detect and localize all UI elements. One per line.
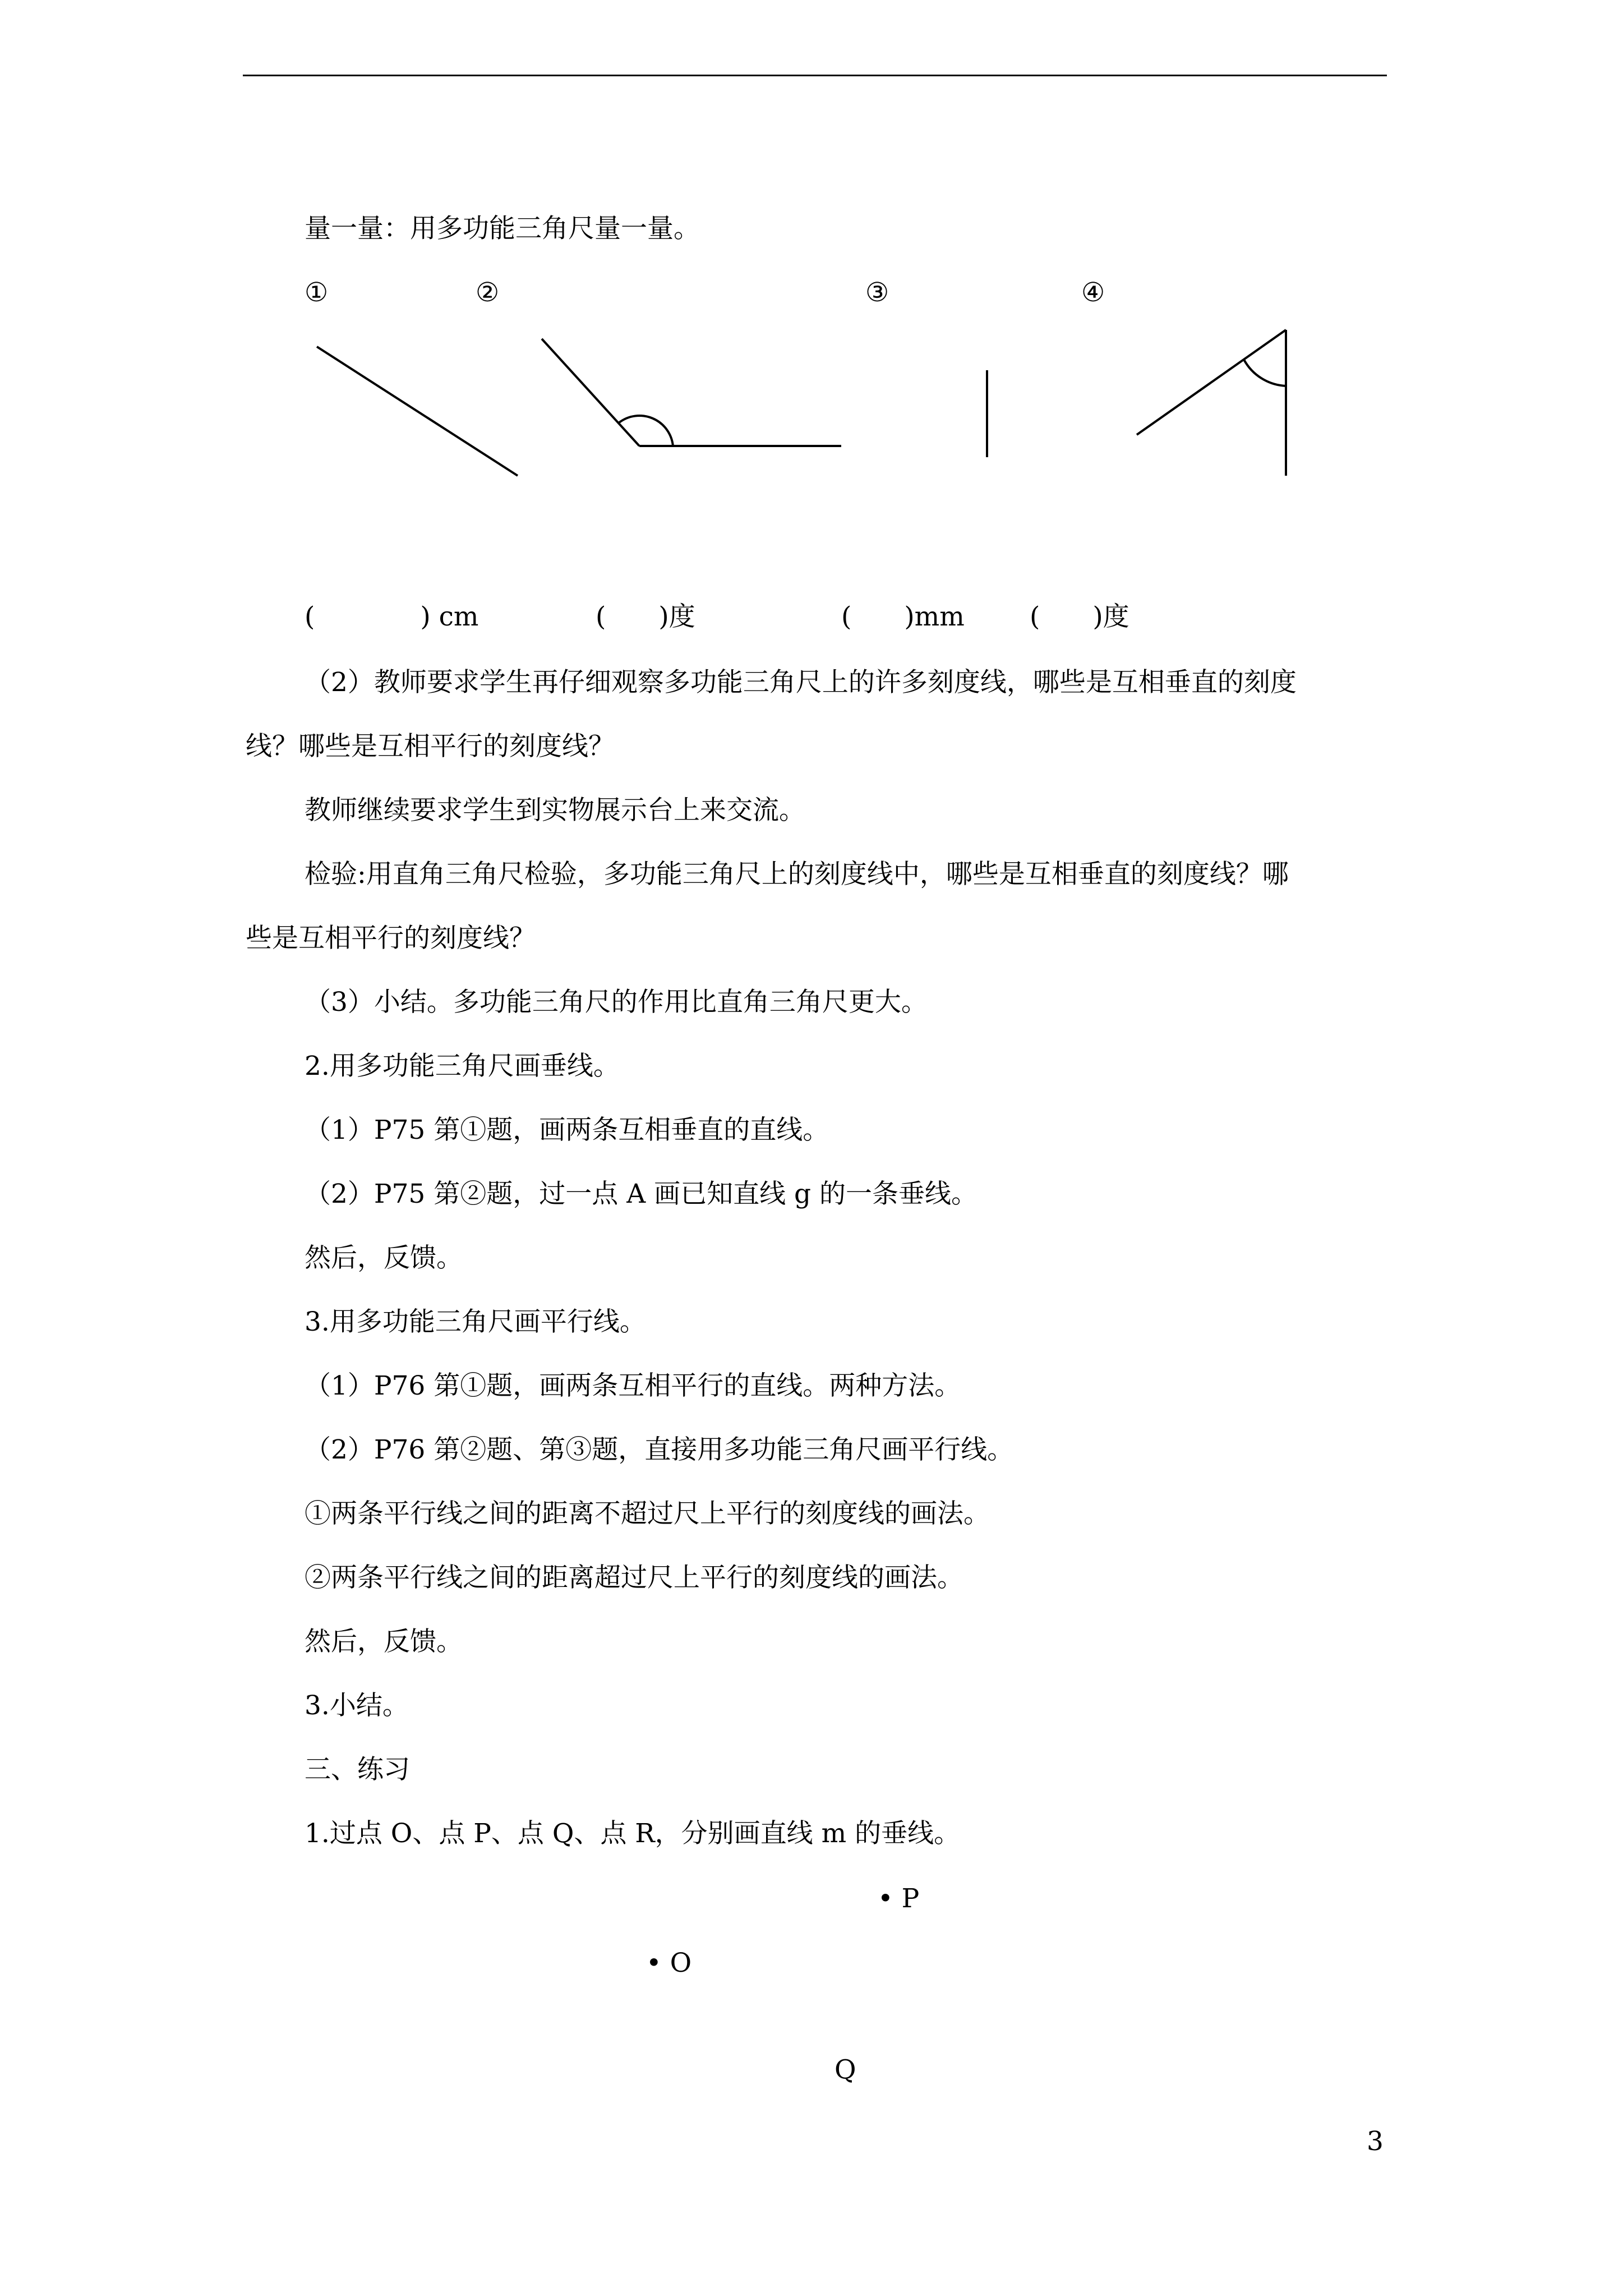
paragraph-14: ②两条平行线之间的距离超过尺上平行的刻度线的画法。: [305, 1562, 963, 1593]
paragraph-2-line-1: （2）教师要求学生再仔细观察多功能三角尺上的许多刻度线，哪些是互相垂直的刻度: [305, 667, 1297, 698]
paragraph-16: 3.小结。: [305, 1690, 409, 1721]
paragraph-4-line-1: 检验:用直角三角尺检验，多功能三角尺上的刻度线中，哪些是互相垂直的刻度线？哪: [305, 859, 1289, 890]
figure-label-4: ④: [1081, 277, 1105, 308]
figure-label-3: ③: [865, 277, 889, 308]
answer-blank-mm: ( )mm: [841, 601, 965, 632]
point-p: • P: [878, 1883, 920, 1914]
intro-text: 量一量：用多功能三角尺量一量。: [305, 213, 700, 244]
point-o: • O: [646, 1948, 692, 1978]
paragraph-7: （1）P75 第①题，画两条互相垂直的直线。: [305, 1115, 829, 1145]
paragraph-13: ①两条平行线之间的距离不超过尺上平行的刻度线的画法。: [305, 1498, 990, 1529]
paragraph-10: 3.用多功能三角尺画平行线。: [305, 1306, 646, 1337]
section-heading-practice: 三、练习: [305, 1754, 410, 1785]
answer-blank-degree-1: ( )度: [596, 601, 695, 632]
paragraph-9: 然后，反馈。: [305, 1243, 463, 1273]
point-q: Q: [834, 2054, 856, 2085]
paragraph-6: 2.用多功能三角尺画垂线。: [305, 1051, 620, 1082]
page-number: 3: [1367, 2126, 1384, 2157]
paragraph-15: 然后，反馈。: [305, 1626, 463, 1657]
answer-blank-degree-2: ( )度: [1030, 601, 1129, 632]
figure-1-line-segment: [317, 347, 518, 476]
figure-label-1: ①: [305, 277, 329, 308]
figure-2-obtuse-angle: [542, 339, 841, 446]
paragraph-12: （2）P76 第②题、第③题，直接用多功能三角尺画平行线。: [305, 1434, 1014, 1465]
paragraph-8: （2）P75 第②题，过一点 A 画已知直线 g 的一条垂线。: [305, 1179, 978, 1209]
answer-blank-cm: ( ) cm: [305, 601, 479, 632]
paragraph-3: 教师继续要求学生到实物展示台上来交流。: [305, 795, 805, 826]
paragraph-18: 1.过点 O、点 P、点 Q、点 R，分别画直线 m 的垂线。: [305, 1818, 961, 1849]
paragraph-4-line-2: 些是互相平行的刻度线？: [246, 923, 536, 954]
figure-label-2: ②: [476, 277, 500, 308]
paragraph-11: （1）P76 第①题，画两条互相平行的直线。两种方法。: [305, 1370, 961, 1401]
paragraph-2-line-2: 线？哪些是互相平行的刻度线？: [246, 731, 615, 762]
paragraph-5: （3）小结。多功能三角尺的作用比直角三角尺更大。: [305, 987, 928, 1018]
measurement-figures: [0, 0, 1623, 561]
figure-4-acute-angle: [1137, 330, 1286, 476]
